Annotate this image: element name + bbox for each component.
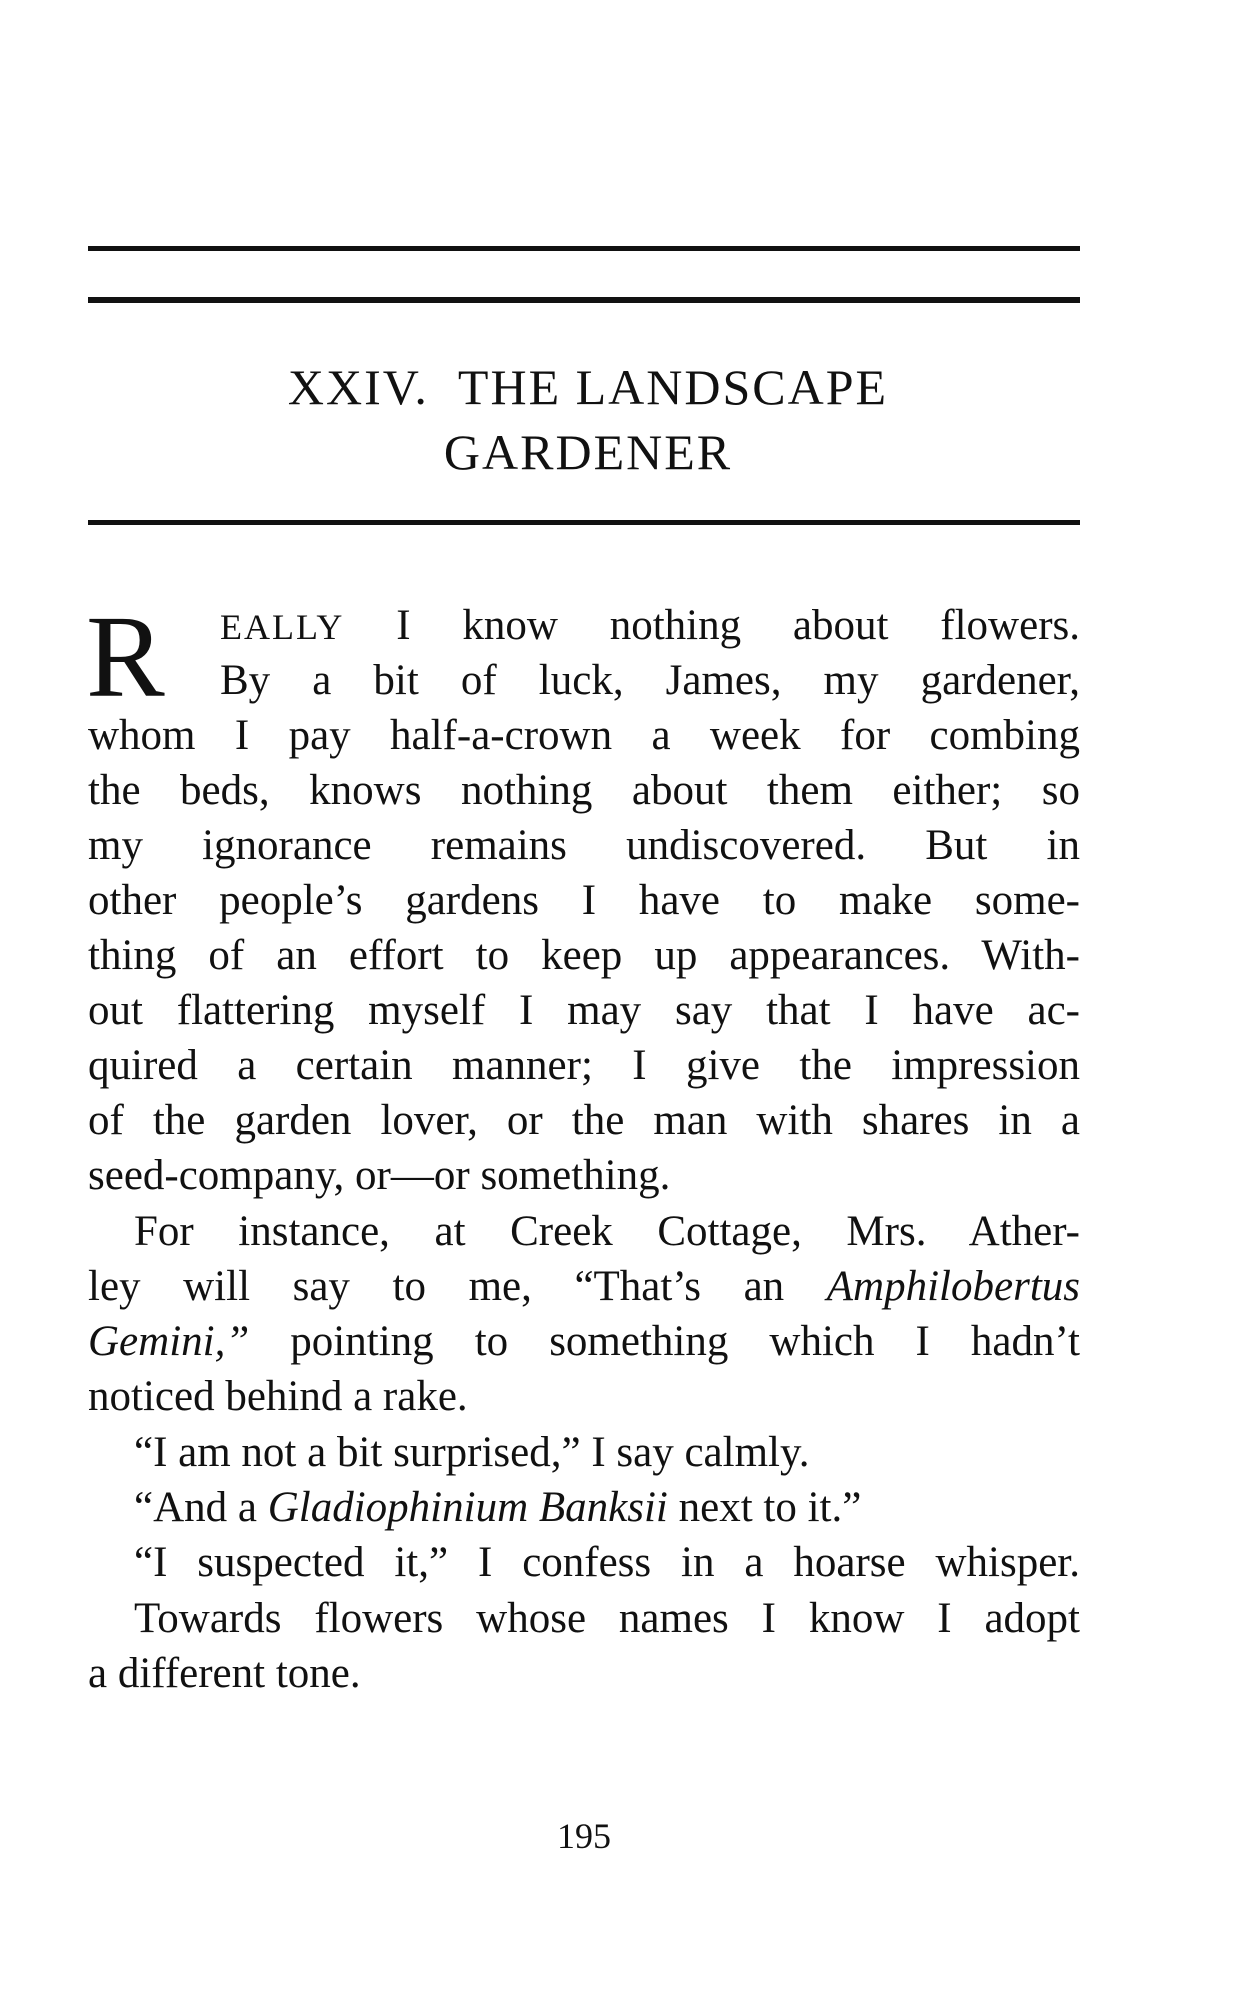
- text-line-19: Towards flowers whose names I know I adopt: [134, 1595, 1080, 1642]
- chapter-title-line-2: GARDENER: [443, 424, 733, 480]
- page-number: 195: [557, 1816, 611, 1856]
- drop-cap: R: [86, 591, 165, 722]
- text-line-15: noticed behind a rake.: [88, 1373, 468, 1420]
- text-line-2: By a bit of luck, James, my gardener,: [220, 657, 1080, 704]
- text-line-20: a different tone.: [88, 1650, 361, 1697]
- chapter-title-line-1: THE LANDSCAPE: [457, 359, 889, 415]
- text-line-7: thing of an effort to keep up appearances. With-: [88, 932, 1080, 979]
- plant-name-gemini: Gemini,”: [88, 1318, 250, 1365]
- text-line-1-rest: I know nothing about flowers.: [344, 602, 1080, 649]
- text-line-13-roman: ley will say to me, “That’s an: [88, 1263, 827, 1310]
- text-line-13: [88, 1265, 1080, 1308]
- text-line-17: [134, 1486, 1080, 1529]
- text-line-14: [88, 1320, 1080, 1363]
- opening-small-caps: EALLY: [220, 607, 345, 647]
- text-line-3: whom I pay half-a-crown a week for combing: [88, 712, 1080, 759]
- text-line-8: out flattering myself I may say that I have ac-: [88, 987, 1080, 1034]
- text-line-17-start: “And a: [134, 1484, 268, 1531]
- text-line-9: quired a certain manner; I give the impression: [88, 1042, 1080, 1089]
- plant-name-amphilobertus: Amphilobertus: [826, 1263, 1080, 1310]
- text-line-14-roman: pointing to something which I hadn’t: [249, 1318, 1080, 1365]
- text-line-17-end: next to it.”: [667, 1484, 862, 1531]
- text-line-10: of the garden lover, or the man with shares in a: [88, 1097, 1080, 1144]
- chapter-heading: [88, 359, 1088, 415]
- heading-rule-bottom: [88, 520, 1080, 525]
- text-line-4: the beds, knows nothing about them either; so: [88, 767, 1080, 814]
- text-line-18: “I suspected it,” I confess in a hoarse whisper.: [134, 1539, 1080, 1586]
- text-line-6: other people’s gardens I have to make some-: [88, 877, 1080, 924]
- text-line-1: [220, 604, 1080, 647]
- chapter-number: XXIV.: [287, 359, 429, 415]
- text-line-16: “I am not a bit surprised,” I say calmly.: [134, 1429, 810, 1476]
- text-line-5: my ignorance remains undiscovered. But in: [88, 822, 1080, 869]
- top-rule-lower: [88, 297, 1080, 303]
- top-rule-upper: [88, 246, 1080, 251]
- text-line-12: For instance, at Creek Cottage, Mrs. Ather-: [134, 1208, 1080, 1255]
- text-line-11: seed-company, or—or something.: [88, 1152, 671, 1199]
- plant-name-gladiophinium: Gladiophinium Banksii: [267, 1484, 668, 1531]
